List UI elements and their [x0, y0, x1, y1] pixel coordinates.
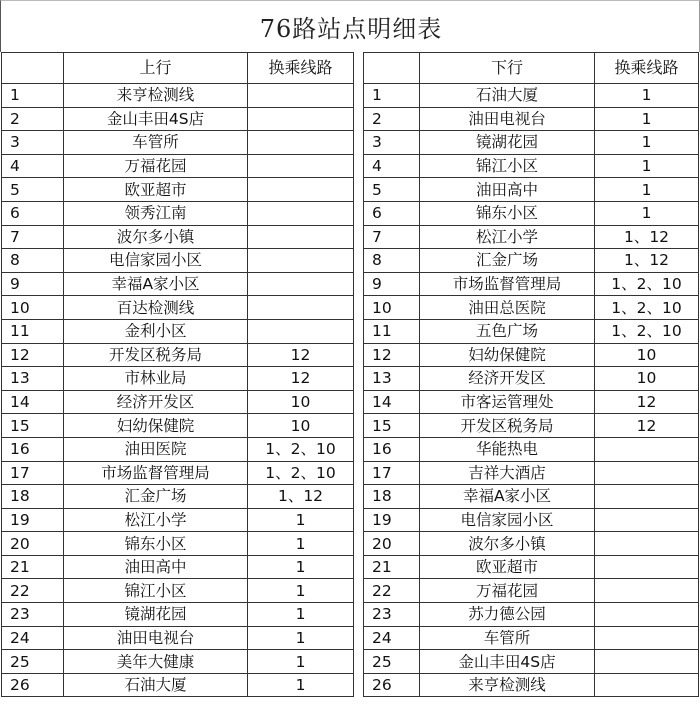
up-transfer-lines: 1	[248, 650, 354, 674]
up-transfer-lines: 1、2、10	[248, 437, 354, 461]
down-stop-number: 3	[364, 131, 420, 155]
down-stop-name: 油田电视台	[420, 107, 595, 131]
column-gap	[354, 603, 364, 627]
table-row	[2, 485, 699, 509]
up-transfer-lines: 12	[248, 367, 354, 391]
down-stop-name: 苏力德公园	[420, 603, 595, 627]
up-transfer-lines: 1、12	[248, 485, 354, 509]
down-stop-name: 汇金广场	[420, 249, 595, 273]
down-stop-number: 19	[364, 508, 420, 532]
up-stop-number: 2	[2, 107, 64, 131]
down-stop-name: 锦江小区	[420, 154, 595, 178]
table-row	[2, 367, 699, 391]
up-transfer-lines	[248, 84, 354, 108]
down-transfer-lines: 1、12	[595, 225, 699, 249]
down-transfer-lines: 10	[595, 367, 699, 391]
up-stop-number: 21	[2, 555, 64, 579]
table-row	[2, 626, 699, 650]
page-title: 76路站点明细表	[259, 15, 443, 43]
up-stop-number: 9	[2, 272, 64, 296]
table-row	[2, 414, 699, 438]
up-stop-name: 油田医院	[64, 437, 248, 461]
column-gap	[354, 390, 364, 414]
up-stop-name: 车管所	[64, 131, 248, 155]
up-transfer-lines: 10	[248, 390, 354, 414]
table-row	[2, 319, 699, 343]
down-stop-number: 7	[364, 225, 420, 249]
down-stop-number: 24	[364, 626, 420, 650]
up-stop-number: 4	[2, 154, 64, 178]
table-row	[2, 650, 699, 674]
up-transfer-lines: 1	[248, 603, 354, 627]
up-stop-name: 经济开发区	[64, 390, 248, 414]
down-stop-name: 来亨检测线	[420, 673, 595, 697]
down-stop-number: 26	[364, 673, 420, 697]
up-stop-name: 汇金广场	[64, 485, 248, 509]
column-gap	[354, 319, 364, 343]
down-stop-number: 21	[364, 555, 420, 579]
down-transfer-lines: 12	[595, 390, 699, 414]
down-transfer-lines: 1、2、10	[595, 272, 699, 296]
header-down-transfer: 换乘线路	[595, 53, 699, 84]
down-stop-name: 市客运管理处	[420, 390, 595, 414]
down-transfer-lines	[595, 555, 699, 579]
header-down: 下行	[420, 53, 595, 84]
down-transfer-lines: 1	[595, 154, 699, 178]
down-stop-number: 1	[364, 84, 420, 108]
down-transfer-lines	[595, 461, 699, 485]
up-stop-name: 波尔多小镇	[64, 225, 248, 249]
up-stop-name: 油田高中	[64, 555, 248, 579]
up-stop-name: 万福花园	[64, 154, 248, 178]
down-transfer-lines: 1、12	[595, 249, 699, 273]
header-row	[2, 53, 699, 84]
column-gap	[354, 414, 364, 438]
up-stop-name: 美年大健康	[64, 650, 248, 674]
up-stop-name: 锦江小区	[64, 579, 248, 603]
down-transfer-lines: 1	[595, 201, 699, 225]
up-stop-name: 松江小学	[64, 508, 248, 532]
column-gap	[354, 225, 364, 249]
up-transfer-lines	[248, 225, 354, 249]
down-stop-name: 华能热电	[420, 437, 595, 461]
column-gap	[354, 461, 364, 485]
up-stop-number: 15	[2, 414, 64, 438]
down-stop-name: 欧亚超市	[420, 555, 595, 579]
up-stop-number: 7	[2, 225, 64, 249]
down-stop-name: 油田总医院	[420, 296, 595, 320]
down-transfer-lines	[595, 437, 699, 461]
up-transfer-lines: 1	[248, 532, 354, 556]
column-gap	[354, 296, 364, 320]
up-stop-name: 锦东小区	[64, 532, 248, 556]
table-row	[2, 296, 699, 320]
down-stop-name: 幸福A家小区	[420, 485, 595, 509]
up-stop-name: 开发区税务局	[64, 343, 248, 367]
up-stop-name: 油田电视台	[64, 626, 248, 650]
down-stop-name: 金山丰田4S店	[420, 650, 595, 674]
table-row	[2, 343, 699, 367]
column-gap	[354, 178, 364, 202]
title-area	[0, 0, 700, 52]
up-stop-name: 金利小区	[64, 319, 248, 343]
down-transfer-lines	[595, 485, 699, 509]
column-gap	[354, 437, 364, 461]
up-transfer-lines	[248, 201, 354, 225]
down-stop-name: 经济开发区	[420, 367, 595, 391]
up-stop-name: 来亨检测线	[64, 84, 248, 108]
down-stop-name: 市场监督管理局	[420, 272, 595, 296]
column-gap	[354, 626, 364, 650]
down-stop-name: 吉祥大酒店	[420, 461, 595, 485]
up-transfer-lines	[248, 272, 354, 296]
table-row	[2, 154, 699, 178]
up-stop-number: 20	[2, 532, 64, 556]
up-transfer-lines	[248, 319, 354, 343]
down-stop-number: 16	[364, 437, 420, 461]
header-gap	[354, 53, 364, 84]
up-stop-name: 电信家园小区	[64, 249, 248, 273]
up-stop-name: 市场监督管理局	[64, 461, 248, 485]
up-transfer-lines: 1	[248, 579, 354, 603]
down-stop-number: 22	[364, 579, 420, 603]
header-cell-empty	[364, 53, 420, 84]
down-stop-name: 妇幼保健院	[420, 343, 595, 367]
table-row	[2, 249, 699, 273]
table-row	[2, 603, 699, 627]
down-stop-number: 14	[364, 390, 420, 414]
up-stop-name: 欧亚超市	[64, 178, 248, 202]
down-stop-number: 4	[364, 154, 420, 178]
up-stop-name: 百达检测线	[64, 296, 248, 320]
column-gap	[354, 650, 364, 674]
table-row	[2, 84, 699, 108]
up-stop-name: 市林业局	[64, 367, 248, 391]
down-stop-number: 5	[364, 178, 420, 202]
down-transfer-lines: 1、2、10	[595, 319, 699, 343]
up-stop-number: 1	[2, 84, 64, 108]
up-stop-number: 5	[2, 178, 64, 202]
up-stop-number: 19	[2, 508, 64, 532]
down-stop-name: 波尔多小镇	[420, 532, 595, 556]
down-stop-number: 17	[364, 461, 420, 485]
down-transfer-lines	[595, 532, 699, 556]
up-stop-name: 镜湖花园	[64, 603, 248, 627]
down-stop-number: 11	[364, 319, 420, 343]
down-stop-name: 电信家园小区	[420, 508, 595, 532]
up-stop-name: 金山丰田4S店	[64, 107, 248, 131]
up-transfer-lines	[248, 178, 354, 202]
down-transfer-lines: 1	[595, 84, 699, 108]
down-transfer-lines: 1、2、10	[595, 296, 699, 320]
down-transfer-lines	[595, 626, 699, 650]
down-stop-name: 镜湖花园	[420, 131, 595, 155]
up-transfer-lines: 1	[248, 626, 354, 650]
down-stop-number: 13	[364, 367, 420, 391]
down-stop-number: 15	[364, 414, 420, 438]
down-stop-name: 锦东小区	[420, 201, 595, 225]
column-gap	[354, 343, 364, 367]
up-stop-number: 17	[2, 461, 64, 485]
up-stop-name: 石油大厦	[64, 673, 248, 697]
up-transfer-lines	[248, 296, 354, 320]
table-row	[2, 131, 699, 155]
up-transfer-lines	[248, 249, 354, 273]
down-transfer-lines: 12	[595, 414, 699, 438]
table-row	[2, 532, 699, 556]
column-gap	[354, 84, 364, 108]
header-up: 上行	[64, 53, 248, 84]
up-stop-number: 18	[2, 485, 64, 509]
down-stop-number: 12	[364, 343, 420, 367]
up-stop-number: 3	[2, 131, 64, 155]
down-stop-number: 8	[364, 249, 420, 273]
down-stop-number: 10	[364, 296, 420, 320]
table-row	[2, 107, 699, 131]
column-gap	[354, 367, 364, 391]
down-transfer-lines: 1	[595, 178, 699, 202]
column-gap	[354, 249, 364, 273]
up-stop-number: 11	[2, 319, 64, 343]
up-stop-name: 领秀江南	[64, 201, 248, 225]
down-stop-number: 20	[364, 532, 420, 556]
up-stop-number: 16	[2, 437, 64, 461]
up-transfer-lines: 12	[248, 343, 354, 367]
down-stop-name: 万福花园	[420, 579, 595, 603]
down-stop-name: 松江小学	[420, 225, 595, 249]
table-row	[2, 461, 699, 485]
down-stop-name: 石油大厦	[420, 84, 595, 108]
down-transfer-lines	[595, 673, 699, 697]
down-transfer-lines	[595, 579, 699, 603]
up-transfer-lines	[248, 131, 354, 155]
down-stop-number: 6	[364, 201, 420, 225]
column-gap	[354, 107, 364, 131]
column-gap	[354, 555, 364, 579]
column-gap	[354, 579, 364, 603]
column-gap	[354, 154, 364, 178]
header-cell-empty	[2, 53, 64, 84]
up-transfer-lines: 1	[248, 555, 354, 579]
down-stop-name: 车管所	[420, 626, 595, 650]
up-stop-number: 6	[2, 201, 64, 225]
up-stop-number: 22	[2, 579, 64, 603]
table-row	[2, 579, 699, 603]
column-gap	[354, 131, 364, 155]
column-gap	[354, 485, 364, 509]
up-stop-number: 26	[2, 673, 64, 697]
up-stop-number: 13	[2, 367, 64, 391]
down-stop-name: 五色广场	[420, 319, 595, 343]
table-row	[2, 225, 699, 249]
down-transfer-lines: 1	[595, 107, 699, 131]
down-transfer-lines: 1	[595, 131, 699, 155]
up-transfer-lines: 1、2、10	[248, 461, 354, 485]
up-transfer-lines: 1	[248, 508, 354, 532]
column-gap	[354, 272, 364, 296]
up-stop-number: 25	[2, 650, 64, 674]
down-transfer-lines: 10	[595, 343, 699, 367]
up-stop-number: 10	[2, 296, 64, 320]
table-row	[2, 508, 699, 532]
column-gap	[354, 201, 364, 225]
up-stop-number: 24	[2, 626, 64, 650]
down-transfer-lines	[595, 508, 699, 532]
up-stop-number: 8	[2, 249, 64, 273]
up-stop-number: 12	[2, 343, 64, 367]
table-row	[2, 390, 699, 414]
up-stop-number: 14	[2, 390, 64, 414]
up-stop-name: 妇幼保健院	[64, 414, 248, 438]
header-up-transfer: 换乘线路	[248, 53, 354, 84]
up-transfer-lines: 1	[248, 673, 354, 697]
up-stop-name: 幸福A家小区	[64, 272, 248, 296]
column-gap	[354, 532, 364, 556]
table-row	[2, 437, 699, 461]
table-row	[2, 555, 699, 579]
down-stop-name: 开发区税务局	[420, 414, 595, 438]
down-transfer-lines	[595, 603, 699, 627]
table-row	[2, 178, 699, 202]
down-stop-name: 油田高中	[420, 178, 595, 202]
up-transfer-lines	[248, 154, 354, 178]
down-stop-number: 2	[364, 107, 420, 131]
down-stop-number: 23	[364, 603, 420, 627]
down-stop-number: 9	[364, 272, 420, 296]
down-stop-number: 25	[364, 650, 420, 674]
column-gap	[354, 673, 364, 697]
down-transfer-lines	[595, 650, 699, 674]
up-transfer-lines: 10	[248, 414, 354, 438]
table-row	[2, 673, 699, 697]
table-row	[2, 272, 699, 296]
up-transfer-lines	[248, 107, 354, 131]
up-stop-number: 23	[2, 603, 64, 627]
down-stop-number: 18	[364, 485, 420, 509]
stops-table	[1, 52, 699, 697]
table-row	[2, 201, 699, 225]
column-gap	[354, 508, 364, 532]
